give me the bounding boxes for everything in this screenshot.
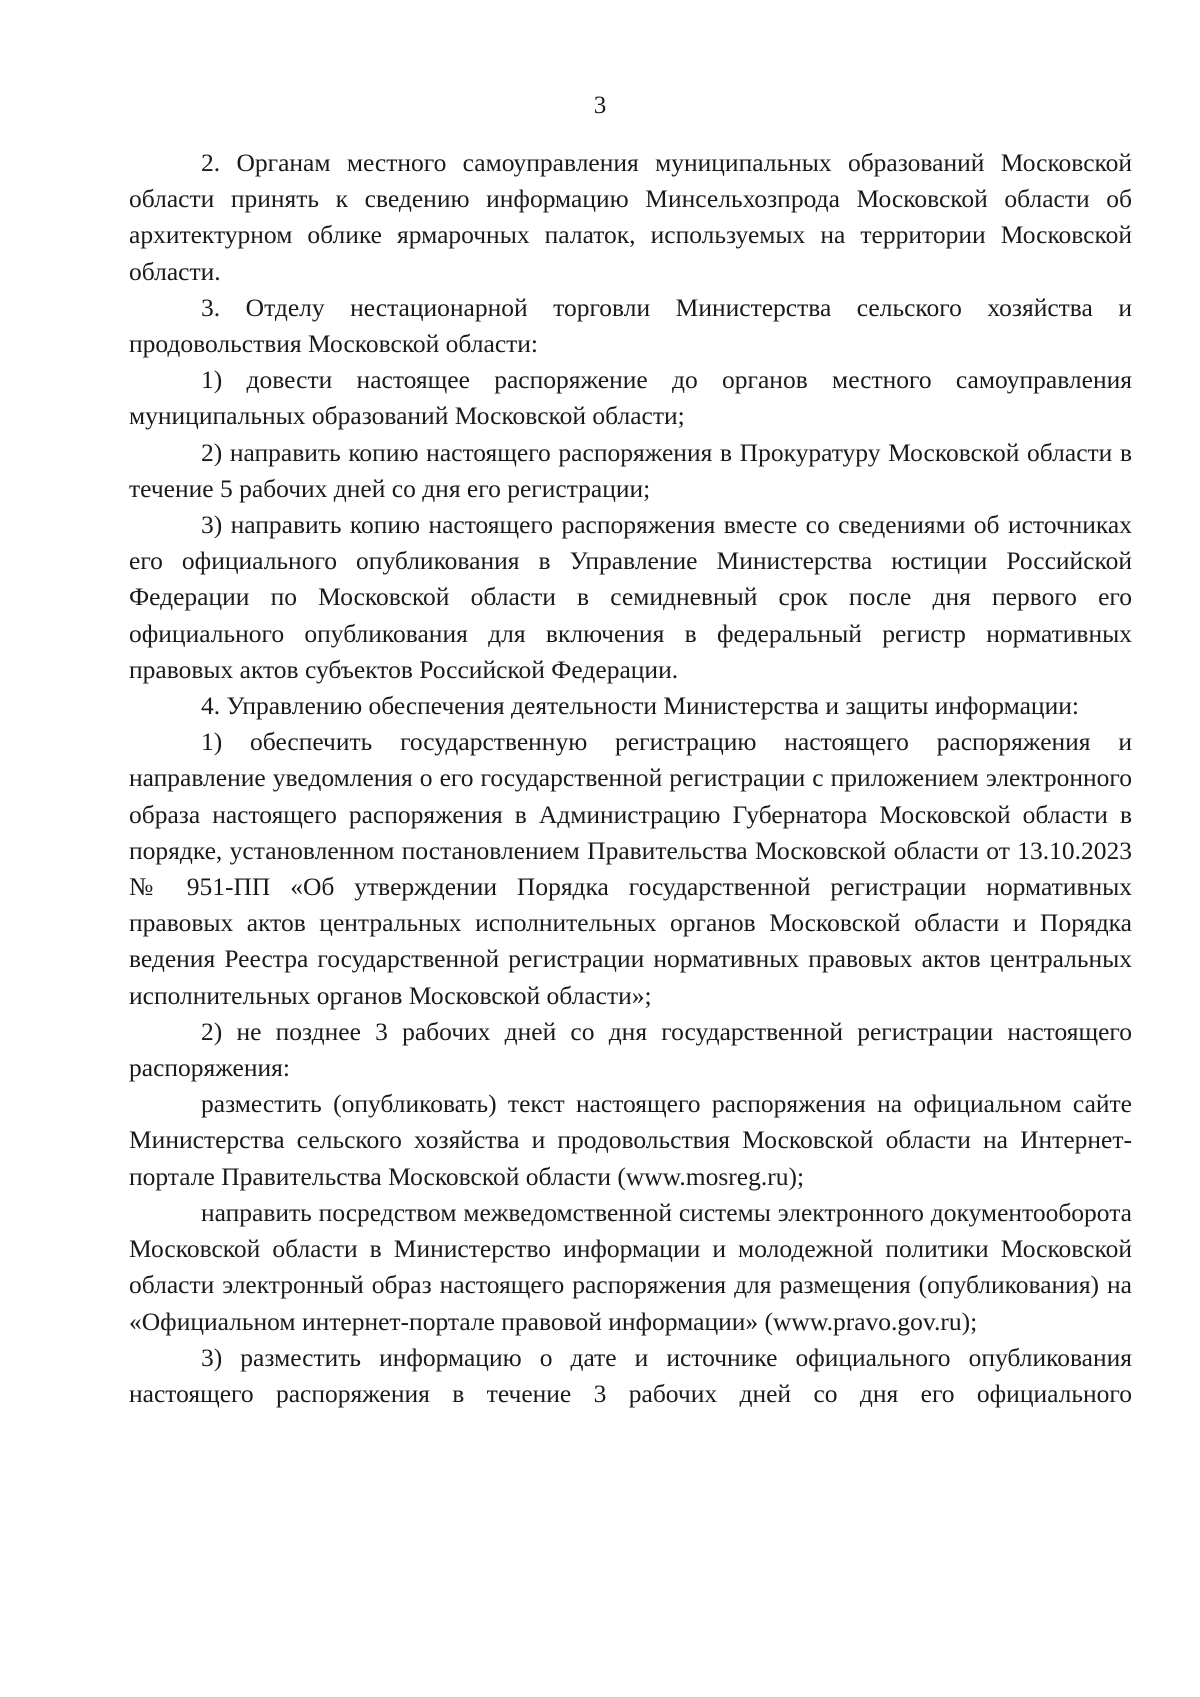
paragraph-item-4-3: 3) разместить информацию о дате и источнике официального опубликования настоящего распоряжения в течение 3 рабочих дней со дня его официального bbox=[129, 1342, 1132, 1408]
paragraph-item-4-2-publish: разместить (опубликовать) текст настоящего распоряжения на официальном сайте Министерства сельского хозяйства и продовольствия Московской области на Интернет-портале Правительства Московской области (www.mosreg.ru); bbox=[129, 1089, 1132, 1191]
document-body bbox=[129, 145, 1132, 1412]
paragraph-item-4-1: 1) обеспечить государственную регистрацию настоящего распоряжения и направление уведомления о его государственной регистрации с приложением электронного образа настоящего распоряжения в Администрацию Губернатора Московской области в порядке, установленном постановлением Правительства Московской области от 13.10.2023 № 951-ПП «Об утверждении Порядка государственной регистрации нормативных правовых актов центральных исполнительных органов Московской области и Порядка ведения Реестра государственной регистрации нормативных правовых актов центральных исполнительных органов Московской области»; bbox=[129, 727, 1132, 1010]
paragraph-item-4-2: 2) не позднее 3 рабочих дней со дня государственной регистрации настоящего распоряжения: bbox=[129, 1016, 1132, 1083]
paragraph-item-4-2-send: направить посредством межведомственной системы электронного документооборота Московской области в Министерство информации и молодежной политики Московской области электронный образ настоящего распоряжения для размещения (опубликования) на «Официальном интернет-портале правовой информации» (www.pravo.gov.ru); bbox=[129, 1197, 1132, 1336]
page-number: 3 bbox=[593, 92, 607, 119]
paragraph-item-3-2: 2) направить копию настоящего распоряжения в Прокуратуру Московской области в течение 5 рабочих дней со дня его регистрации; bbox=[129, 437, 1132, 503]
paragraph-item-4: 4. Управлению обеспечения деятельности Министерства и защиты информации: bbox=[201, 691, 1079, 721]
paragraph-item-3-3: 3) направить копию настоящего распоряжения вместе со сведениями об источниках его официального опубликования в Управление Министерства юстиции Российской Федерации по Московской области в семидневный срок после дня первого его официального опубликования для включения в федеральный регистр нормативных правовых актов субъектов Российской Федерации. bbox=[129, 510, 1132, 684]
paragraph-item-3: 3. Отделу нестационарной торговли Министерства сельского хозяйства и продовольствия Московской области: bbox=[129, 292, 1132, 359]
paragraph-item-3-1: 1) довести настоящее распоряжение до органов местного самоуправления муниципальных образований Московской области; bbox=[129, 365, 1132, 431]
paragraph-item-2: 2. Органам местного самоуправления муниципальных образований Московской области принять к сведению информацию Минсельхозпрода Московской области об архитектурном облике ярмарочных палаток, используемых на территории Московской области. bbox=[129, 148, 1132, 286]
